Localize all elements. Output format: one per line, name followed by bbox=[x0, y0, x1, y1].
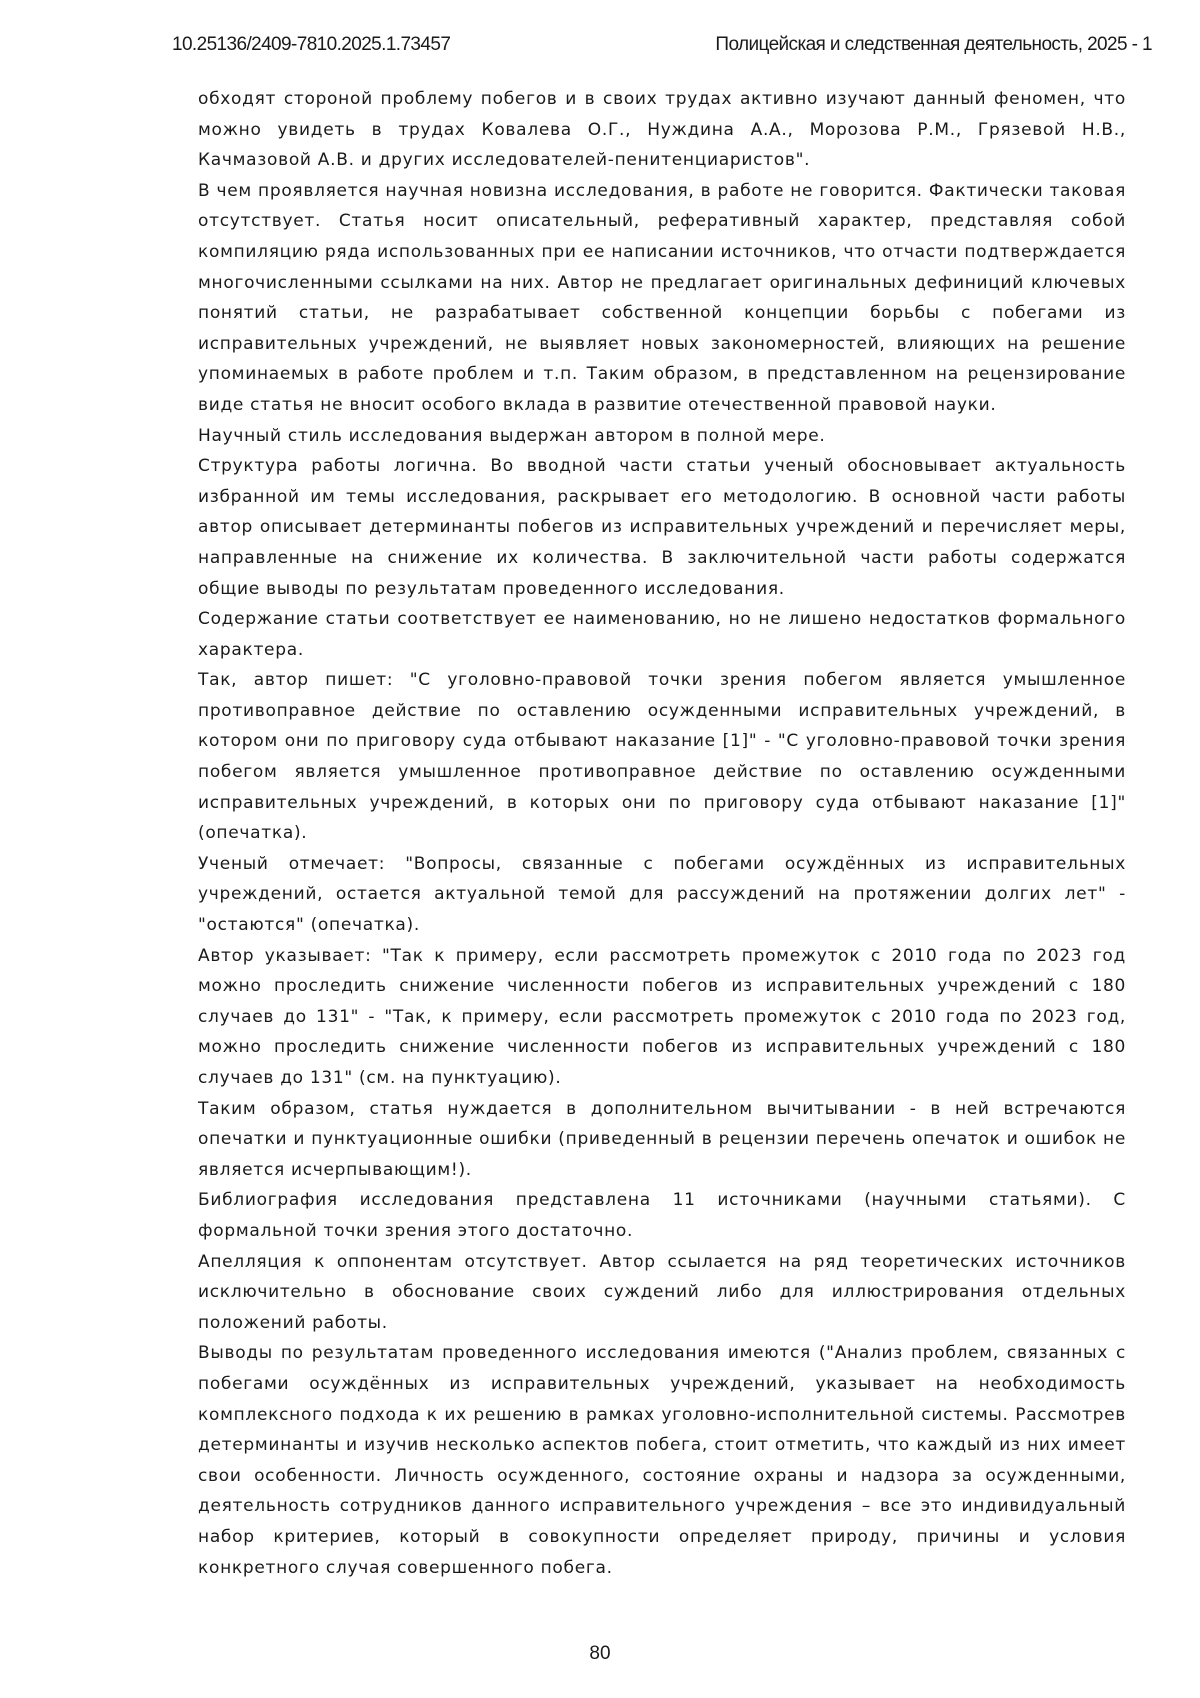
paragraph: Так, автор пишет: "С уголовно-правовой точки зрения побегом является умышленное противоправное действие по оставлению осужденными исправительных учреждений, в котором они по приговору суда отбывают наказание [1]" - "С уголовно-правовой точки зрения побегом является умышленное противоправное действие по оставлению осужденными исправительных учреждений, в которых они по приговору суда отбывают наказание [1]" (опечатка). bbox=[198, 665, 1126, 849]
paragraph: Ученый отмечает: "Вопросы, связанные с побегами осуждённых из исправительных учреждений, остается актуальной темой для рассуждений на протяжении долгих лет" - "остаются" (опечатка). bbox=[198, 849, 1126, 941]
paragraph: Научный стиль исследования выдержан автором в полной мере. bbox=[198, 421, 1126, 452]
document-page bbox=[0, 0, 1200, 1698]
paragraph: Выводы по результатам проведенного исследования имеются ("Анализ проблем, связанных с побегами осуждённых из исправительных учреждений, указывает на необходимость комплексного подхода к их решению в рамках уголовно-исполнительной системы. Рассмотрев детерминанты и изучив несколько аспектов побега, стоит отметить, что каждый из них имеет свои особенности. Личность осужденного, состояние охраны и надзора за осужденными, деятельность сотрудников данного исправительного учреждения – все это индивидуальный набор критериев, который в совокупности определяет природу, причины и условия конкретного случая совершенного побега. bbox=[198, 1338, 1126, 1583]
paragraph: Библиография исследования представлена 11 источниками (научными статьями). С формальной точки зрения этого достаточно. bbox=[198, 1185, 1126, 1246]
paragraph: Таким образом, статья нуждается в дополнительном вычитывании - в ней встречаются опечатки и пунктуационные ошибки (приведенный в рецензии перечень опечаток и ошибок не является исчерпывающим!). bbox=[198, 1094, 1126, 1186]
paragraph: Апелляция к оппонентам отсутствует. Автор ссылается на ряд теоретических источников исключительно в обоснование своих суждений либо для иллюстрирования отдельных положений работы. bbox=[198, 1247, 1126, 1339]
article-body bbox=[198, 84, 1126, 1583]
journal-title: Полицейская и следственная деятельность, 2025 - 1 bbox=[715, 34, 1152, 56]
paragraph: Содержание статьи соответствует ее наименованию, но не лишено недостатков формального характера. bbox=[198, 604, 1126, 665]
paragraph: Структура работы логична. Во вводной части статьи ученый обосновывает актуальность избранной им темы исследования, раскрывает его методологию. В основной части работы автор описывает детерминанты побегов из исправительных учреждений и перечисляет меры, направленные на снижение их количества. В заключительной части работы содержатся общие выводы по результатам проведенного исследования. bbox=[198, 451, 1126, 604]
doi-label: 10.25136/2409-7810.2025.1.73457 bbox=[172, 34, 450, 56]
paragraph: обходят стороной проблему побегов и в своих трудах активно изучают данный феномен, что можно увидеть в трудах Ковалева О.Г., Нуждина А.А., Морозова Р.М., Грязевой Н.В., Качмазовой А.В. и других исследователей-пенитенциаристов". bbox=[198, 84, 1126, 176]
page-header bbox=[172, 34, 1152, 64]
paragraph: В чем проявляется научная новизна исследования, в работе не говорится. Фактически таковая отсутствует. Статья носит описательный, реферативный характер, представляя собой компиляцию ряда использованных при ее написании источников, что отчасти подтверждается многочисленными ссылками на них. Автор не предлагает оригинальных дефиниций ключевых понятий статьи, не разрабатывает собственной концепции борьбы с побегами из исправительных учреждений, не выявляет новых закономерностей, влияющих на решение упоминаемых в работе проблем и т.п. Таким образом, в представленном на рецензирование виде статья не вносит особого вклада в развитие отечественной правовой науки. bbox=[198, 176, 1126, 421]
page-number: 80 bbox=[0, 1643, 1200, 1665]
paragraph: Автор указывает: "Так к примеру, если рассмотреть промежуток с 2010 года по 2023 год можно проследить снижение численности побегов из исправительных учреждений с 180 случаев до 131" - "Так, к примеру, если рассмотреть промежуток с 2010 года по 2023 год, можно проследить снижение численности побегов из исправительных учреждений с 180 случаев до 131" (см. на пунктуацию). bbox=[198, 941, 1126, 1094]
